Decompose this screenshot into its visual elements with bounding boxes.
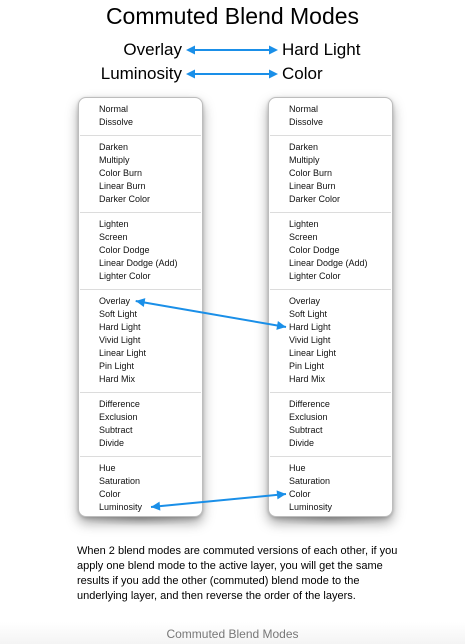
left-menu-item-vivid-light[interactable]: Vivid Light [99,335,141,345]
left-menu-item-saturation[interactable]: Saturation [99,476,141,486]
left-menu-item-dissolve[interactable]: Dissolve [99,117,134,127]
pair-2-double-arrow-head-right [269,70,278,79]
pair-2-right-label: Color [282,64,323,83]
connection-2-line [151,494,286,507]
right-menu-item-soft-light[interactable]: Soft Light [289,309,328,319]
right-menu-item-hard-mix[interactable]: Hard Mix [289,374,326,384]
left-menu-item-hard-mix[interactable]: Hard Mix [99,374,136,384]
right-menu-item-darker-color[interactable]: Darker Color [289,194,341,204]
right-menu-item-color[interactable]: Color [289,489,311,499]
left-menu-item-lighter-color[interactable]: Lighter Color [99,271,151,281]
left-menu-item-multiply[interactable]: Multiply [99,155,130,165]
left-menu-item-hue[interactable]: Hue [99,463,116,473]
right-menu-item-linear-burn[interactable]: Linear Burn [289,181,336,191]
right-menu-item-darken[interactable]: Darken [289,142,319,152]
right-menu-item-hard-light[interactable]: Hard Light [289,322,331,332]
pair-1-double-arrow-head-left [186,46,195,55]
pair-1-right-label: Hard Light [282,40,361,59]
left-menu-item-soft-light[interactable]: Soft Light [99,309,138,319]
right-menu-item-multiply[interactable]: Multiply [289,155,320,165]
right-menu-item-screen[interactable]: Screen [289,232,318,242]
right-menu-item-linear-dodge-add[interactable]: Linear Dodge (Add) [289,258,368,268]
right-menu-item-divide[interactable]: Divide [289,438,315,448]
left-menu-item-normal[interactable]: Normal [99,104,129,114]
left-menu-item-hard-light[interactable]: Hard Light [99,322,141,332]
right-menu-item-overlay[interactable]: Overlay [289,296,321,306]
left-menu-item-linear-dodge-add[interactable]: Linear Dodge (Add) [99,258,178,268]
pair-2-left-label: Luminosity [100,64,182,83]
pair-1-left-label: Overlay [123,40,182,59]
left-menu-item-color[interactable]: Color [99,489,121,499]
left-menu-item-luminosity[interactable]: Luminosity [99,502,143,512]
left-menu-item-divide[interactable]: Divide [99,438,125,448]
left-menu-item-lighten[interactable]: Lighten [99,219,129,229]
right-menu-item-lighten[interactable]: Lighten [289,219,319,229]
description-text: When 2 blend modes are commuted versions of each other, if you apply one blend mode to the active layer, you will get the same results if you add the other (commuted) blend mode to the underlying layer, and then reverse the order of the layers. [77,545,398,602]
right-menu-item-dissolve[interactable]: Dissolve [289,117,324,127]
pair-1-double-arrow-head-right [269,46,278,55]
diagram-title: Commuted Blend Modes [105,3,360,29]
connection-1-line [136,301,286,327]
right-menu-item-normal[interactable]: Normal [289,104,319,114]
right-menu-item-subtract[interactable]: Subtract [289,425,323,435]
left-menu-item-difference[interactable]: Difference [99,399,140,409]
right-menu-item-difference[interactable]: Difference [289,399,330,409]
left-menu-item-darker-color[interactable]: Darker Color [99,194,151,204]
right-menu-item-color-burn[interactable]: Color Burn [289,168,333,178]
figure-caption: Commuted Blend Modes [166,627,299,641]
left-menu-item-darken[interactable]: Darken [99,142,129,152]
left-menu-item-subtract[interactable]: Subtract [99,425,133,435]
left-menu-item-pin-light[interactable]: Pin Light [99,361,135,371]
right-menu-item-linear-light[interactable]: Linear Light [289,348,337,358]
pair-2-double-arrow-head-left [186,70,195,79]
right-menu-item-pin-light[interactable]: Pin Light [289,361,325,371]
right-menu-item-luminosity[interactable]: Luminosity [289,502,333,512]
left-menu-item-screen[interactable]: Screen [99,232,128,242]
left-menu-item-color-dodge[interactable]: Color Dodge [99,245,150,255]
left-menu-item-color-burn[interactable]: Color Burn [99,168,143,178]
left-menu-item-linear-light[interactable]: Linear Light [99,348,147,358]
right-menu-item-exclusion[interactable]: Exclusion [289,412,328,422]
right-menu-item-hue[interactable]: Hue [289,463,306,473]
left-menu-item-exclusion[interactable]: Exclusion [99,412,138,422]
right-menu-item-lighter-color[interactable]: Lighter Color [289,271,341,281]
left-menu-item-overlay[interactable]: Overlay [99,296,131,306]
right-menu-item-vivid-light[interactable]: Vivid Light [289,335,331,345]
right-menu-item-color-dodge[interactable]: Color Dodge [289,245,340,255]
left-menu-item-linear-burn[interactable]: Linear Burn [99,181,146,191]
right-menu-item-saturation[interactable]: Saturation [289,476,331,486]
